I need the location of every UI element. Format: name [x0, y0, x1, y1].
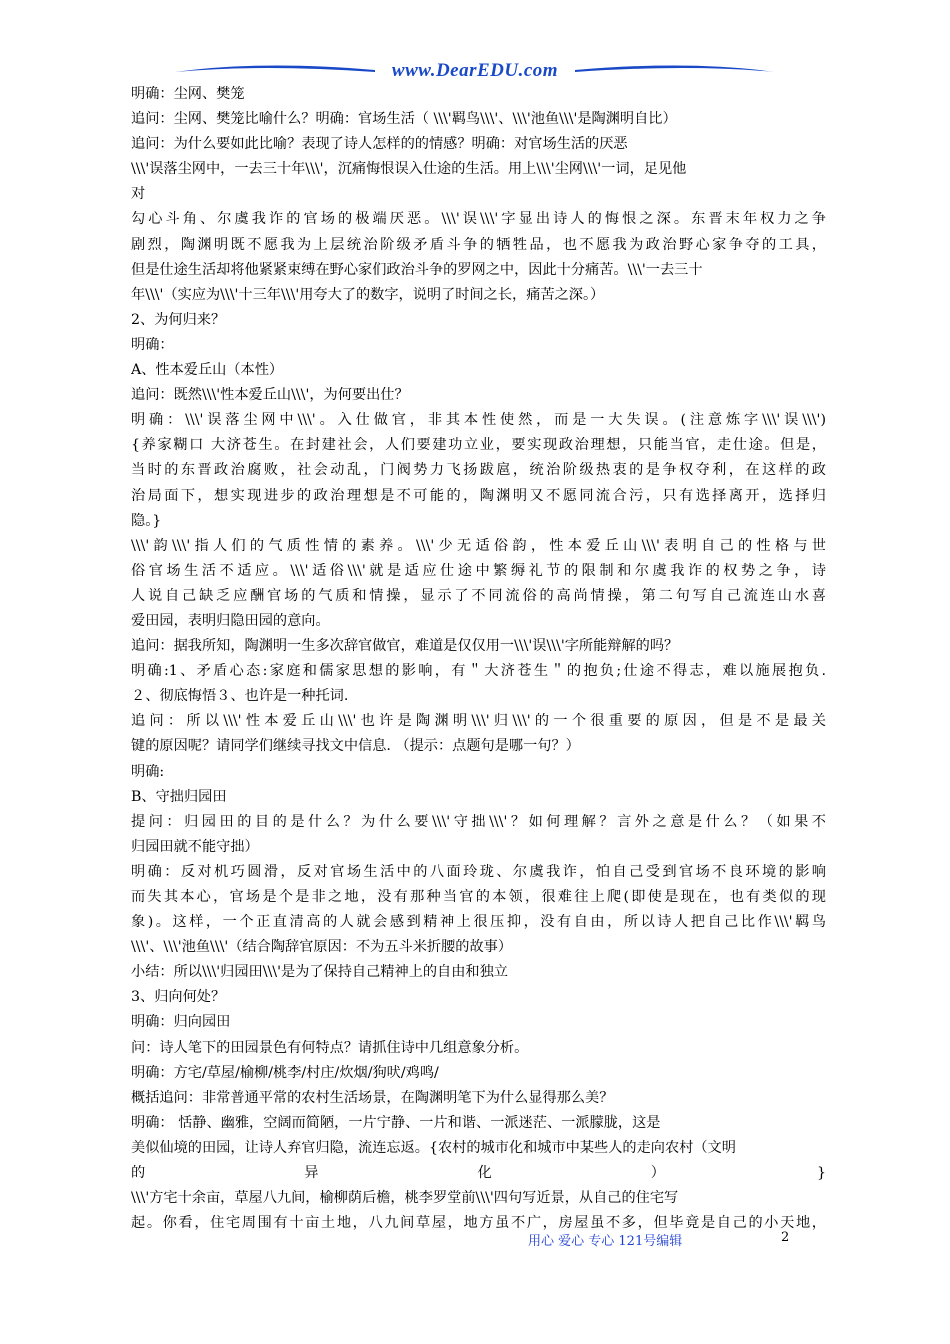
- document-body: [131, 82, 826, 1236]
- text-line: 键的原因呢？请同学们继续寻找文中信息. （提示：点题句是哪一句？）: [131, 738, 580, 755]
- text-line: 明确:1、矛盾心态:家庭和儒家思想的影响，有＂大济苍生＂的抱负;仕途不得志，难以施展抱负.: [131, 663, 826, 680]
- text-line: A、性本爱丘山（本性）: [131, 362, 284, 379]
- text-line: 爱田园，表明归隐田园的意向。: [131, 612, 330, 629]
- text-line: 对: [131, 186, 146, 203]
- text-line: 明确：方宅/草屋/榆柳/桃李/村庄/炊烟/狗吠/鸡鸣/: [131, 1064, 439, 1081]
- text-line: 当时的东晋政治腐败，社会动乱，门阀势力飞扬跋扈，统治阶级热衷的是争权夺利，在这样的政: [131, 462, 826, 479]
- text-line: \\\'、\\\'池鱼\\\'（结合陶辞官原因：不为五斗米折腰的故事）: [131, 939, 513, 956]
- text-line: 明确：: [131, 336, 174, 353]
- text-line: 问：诗人笔下的田园景色有何特点？请抓住诗中几组意象分析。: [131, 1039, 529, 1056]
- text-line: 治局面下，想实现进步的政治理想是不可能的，陶渊明又不愿同流合污，只有选择离开，选择归: [131, 487, 826, 504]
- text-line: \\\'误落尘网中，一去三十年\\\'，沉痛悔恨误入仕途的生活。用上\\\'尘网\\\'一词，足见他: [131, 161, 687, 178]
- text-line: 归园田就不能守拙）: [131, 838, 259, 855]
- text-line: 2、为何归来？: [131, 311, 226, 328]
- text-line: 年\\\'（实应为\\\'十三年\\\'用夸大了的数字，说明了时间之长，痛苦之深。）: [131, 286, 605, 303]
- text-line: 明确：归向园田: [131, 1014, 231, 1031]
- text-line: 明确：反对机巧圆滑，反对官场生活中的八面玲珑、尔虞我诈，怕自己受到官场不良环境的影响: [131, 863, 826, 880]
- text-line: 追问：既然\\\'性本爱丘山\\\'，为何要出仕？: [131, 387, 409, 404]
- text-line: 明确:: [131, 763, 165, 780]
- text-line: 追问：为什么要如此比喻？表现了诗人怎样的的情感？明确：对官场生活的厌恶: [131, 136, 628, 153]
- text-line: 明确：\\\'误落尘网中\\\'。入仕做官，非其本性使然，而是一大失误。(注意炼字\\\'误\\\'): [131, 412, 826, 429]
- text-line: ２、彻底悔悟３、也许是一种托词.: [131, 688, 349, 705]
- text-line: 而失其本心，官场是个是非之地，没有那种当官的本领，很难往上爬(即使是现在，也有类似的现: [131, 889, 826, 905]
- text-line: 美似仙境的田园，让诗人弃官归隐，流连忘返。{农村的城市化和城市中某些人的走向农村（文明: [131, 1139, 736, 1156]
- text-line: 但是仕途生活却将他紧紧束缚在野心家们政治斗争的罗网之中，因此十分痛苦。\\\'一去三十: [131, 261, 703, 278]
- text-line: 3、归向何处？: [131, 989, 226, 1006]
- text-line: 剧烈，陶渊明既不愿我为上层统治阶级矛盾斗争的牺牲品，也不愿我为政治野心家争夺的工具，: [131, 236, 826, 253]
- text-line: 勾心斗角、尔虞我诈的官场的极端厌恶。\\\'误\\\'字显出诗人的悔恨之深。东晋末年权力之争: [131, 211, 826, 228]
- text-line: 人说自己缺乏应酬官场的气质和情操，显示了不同流俗的高尚情操，第二句写自己流连山水喜: [131, 587, 826, 604]
- text-line: 追问：据我所知，陶渊明一生多次辞官做官，难道是仅仅用一\\\'误\\\'字所能辩解的吗？: [131, 638, 679, 655]
- text-line: {养家糊口 大济苍生。在封建社会，人们要建功立业，要实现政治理想，只能当官，走仕途。但是，: [131, 437, 826, 454]
- text-line: 隐。}: [131, 512, 162, 529]
- text-line: \\\'韵\\\'指人们的气质性情的素养。\\\'少无适俗韵，性本爱丘山\\\'表明自己的性格与世: [131, 537, 826, 554]
- text-line: 俗官场生活不适应。\\\'适俗\\\'就是适应仕途中繁缛礼节的限制和尔虞我诈的权势之争，诗: [131, 562, 826, 579]
- text-line: 的异化）}: [131, 1165, 826, 1182]
- text-line: 起。你看，住宅周围有十亩土地，八九间草屋，地方虽不广，房屋虽不多，但毕竟是自己的小天地，: [131, 1215, 826, 1232]
- text-line: 追问：尘网、樊笼比喻什么？明确：官场生活（ \\\'羁鸟\\\'、\\\'池鱼\\\'是陶渊明自比）: [131, 111, 677, 128]
- text-line: 提问：归园田的目的是什么？为什么要\\\'守拙\\\'？如何理解？言外之意是什么？（如果不: [131, 813, 826, 830]
- logo-text: www.DearEDU.com: [391, 60, 559, 81]
- footer-credit: 用心 爱心 专心 121号编辑: [528, 1234, 683, 1249]
- text-line: 概括追问：非常普通平常的农村生活场景，在陶渊明笔下为什么显得那么美？: [131, 1089, 614, 1106]
- text-line: 明确：尘网、樊笼: [131, 86, 245, 102]
- text-line: 小结：所以\\\'归园田\\\'是为了保持自己精神上的自由和独立: [131, 964, 508, 981]
- text-line: 象)。这样，一个正直清高的人就会感到精神上很压抑，没有自由，所以诗人把自己比作\\\'羁鸟: [131, 914, 826, 931]
- text-line: 追问：所以\\\'性本爱丘山\\\'也许是陶渊明\\\'归\\\'的一个很重要的原因，但是不是最关: [131, 713, 826, 730]
- text-line: \\\'方宅十余亩，草屋八九间，榆柳荫后檐，桃李罗堂前\\\'四句写近景，从自己的住宅写: [131, 1190, 679, 1207]
- page-number: 2: [781, 1230, 790, 1245]
- text-line: 明确： 恬静、幽雅，空阔而简陋，一片宁静、一片和谐、一派迷茫、一派朦胧，这是: [131, 1114, 661, 1131]
- text-line: B、守拙归园田: [131, 788, 227, 805]
